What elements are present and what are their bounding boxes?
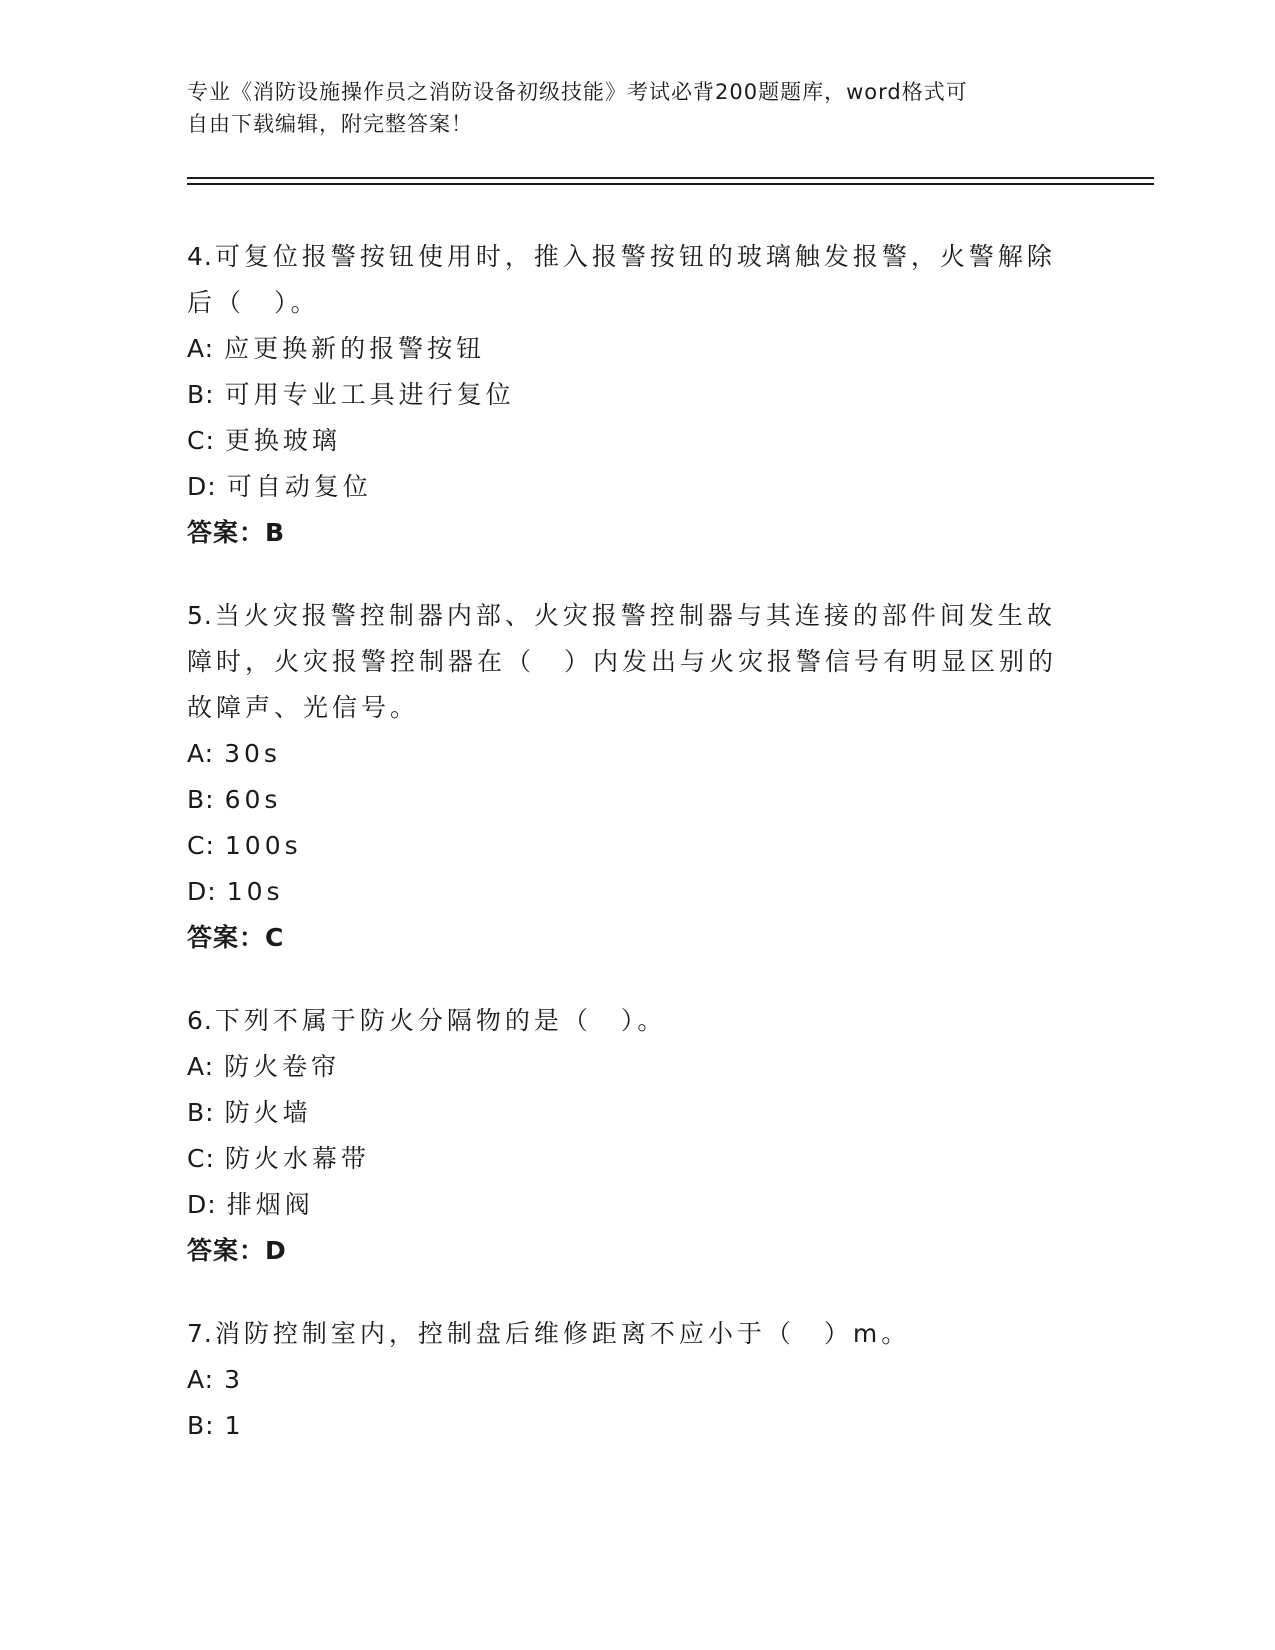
answer-line: 答案：B — [187, 518, 286, 547]
question-4 — [187, 234, 1067, 556]
option-letter: A: — [187, 739, 215, 768]
question-6 — [187, 998, 1067, 1274]
option-letter: B: — [187, 785, 215, 814]
option-letter: B: — [187, 1411, 215, 1440]
document-header — [187, 76, 1067, 140]
option-c — [187, 1136, 1067, 1182]
option-b — [187, 1403, 1067, 1449]
option-letter: B: — [187, 1098, 215, 1127]
question-5 — [187, 593, 1067, 961]
option-b — [187, 372, 1067, 418]
option-text: 更换玻璃 — [224, 426, 341, 455]
header-line-2: 自由下载编辑，附完整答案！ — [187, 112, 473, 136]
question-number: 4. — [187, 242, 213, 271]
question-number: 6. — [187, 1006, 213, 1035]
option-text: 100s — [224, 831, 302, 860]
option-text: 10s — [226, 877, 284, 906]
option-text: 60s — [224, 785, 282, 814]
option-letter: D: — [187, 1190, 217, 1219]
option-text: 3 — [224, 1365, 244, 1394]
option-letter: A: — [187, 334, 215, 363]
question-stem — [187, 1311, 1067, 1357]
question-stem — [187, 234, 1067, 326]
question-text: 可复位报警按钮使用时，推入报警按钮的玻璃触发报警，火警解除后（ ）。 — [187, 242, 1056, 317]
option-d — [187, 464, 1067, 510]
option-letter: C: — [187, 831, 215, 860]
option-a — [187, 1357, 1067, 1403]
option-b — [187, 777, 1067, 823]
question-list — [187, 234, 1067, 1486]
option-b — [187, 1090, 1067, 1136]
question-stem — [187, 998, 1067, 1044]
option-c — [187, 418, 1067, 464]
option-text: 防火卷帘 — [224, 1052, 341, 1081]
option-letter: B: — [187, 380, 215, 409]
option-letter: D: — [187, 877, 217, 906]
question-stem — [187, 593, 1067, 731]
option-d — [187, 869, 1067, 915]
option-text: 可用专业工具进行复位 — [224, 380, 515, 409]
option-text: 30s — [224, 739, 281, 768]
option-a — [187, 326, 1067, 372]
header-divider-bottom — [187, 183, 1154, 185]
header-line-1: 专业《消防设施操作员之消防设备初级技能》考试必背200题题库，word格式可 — [187, 80, 968, 104]
answer-line: 答案：C — [187, 923, 285, 952]
option-d — [187, 1182, 1067, 1228]
option-letter: A: — [187, 1052, 215, 1081]
option-letter: A: — [187, 1365, 215, 1394]
question-number: 7. — [187, 1319, 213, 1348]
answer-line: 答案：D — [187, 1236, 287, 1265]
question-7 — [187, 1311, 1067, 1449]
question-text: 下列不属于防火分隔物的是（ ）。 — [214, 1006, 667, 1035]
option-text: 可自动复位 — [226, 472, 372, 501]
option-text: 防火墙 — [224, 1098, 312, 1127]
question-text: 当火灾报警控制器内部、火灾报警控制器与其连接的部件间发生故障时，火灾报警控制器在（ ）内发出与火灾报警信号有明显区别的故障声、光信号。 — [187, 601, 1058, 722]
option-c — [187, 823, 1067, 869]
option-text: 应更换新的报警按钮 — [224, 334, 486, 363]
question-number: 5. — [187, 601, 213, 630]
header-divider-top — [187, 177, 1154, 179]
option-a — [187, 1044, 1067, 1090]
option-letter: D: — [187, 472, 217, 501]
option-letter: C: — [187, 1144, 215, 1173]
option-text: 1 — [224, 1411, 245, 1440]
option-letter: C: — [187, 426, 215, 455]
question-text: 消防控制室内，控制盘后维修距离不应小于（ ）m。 — [214, 1319, 911, 1348]
option-text: 防火水幕带 — [224, 1144, 370, 1173]
option-a — [187, 731, 1067, 777]
option-text: 排烟阀 — [226, 1190, 314, 1219]
